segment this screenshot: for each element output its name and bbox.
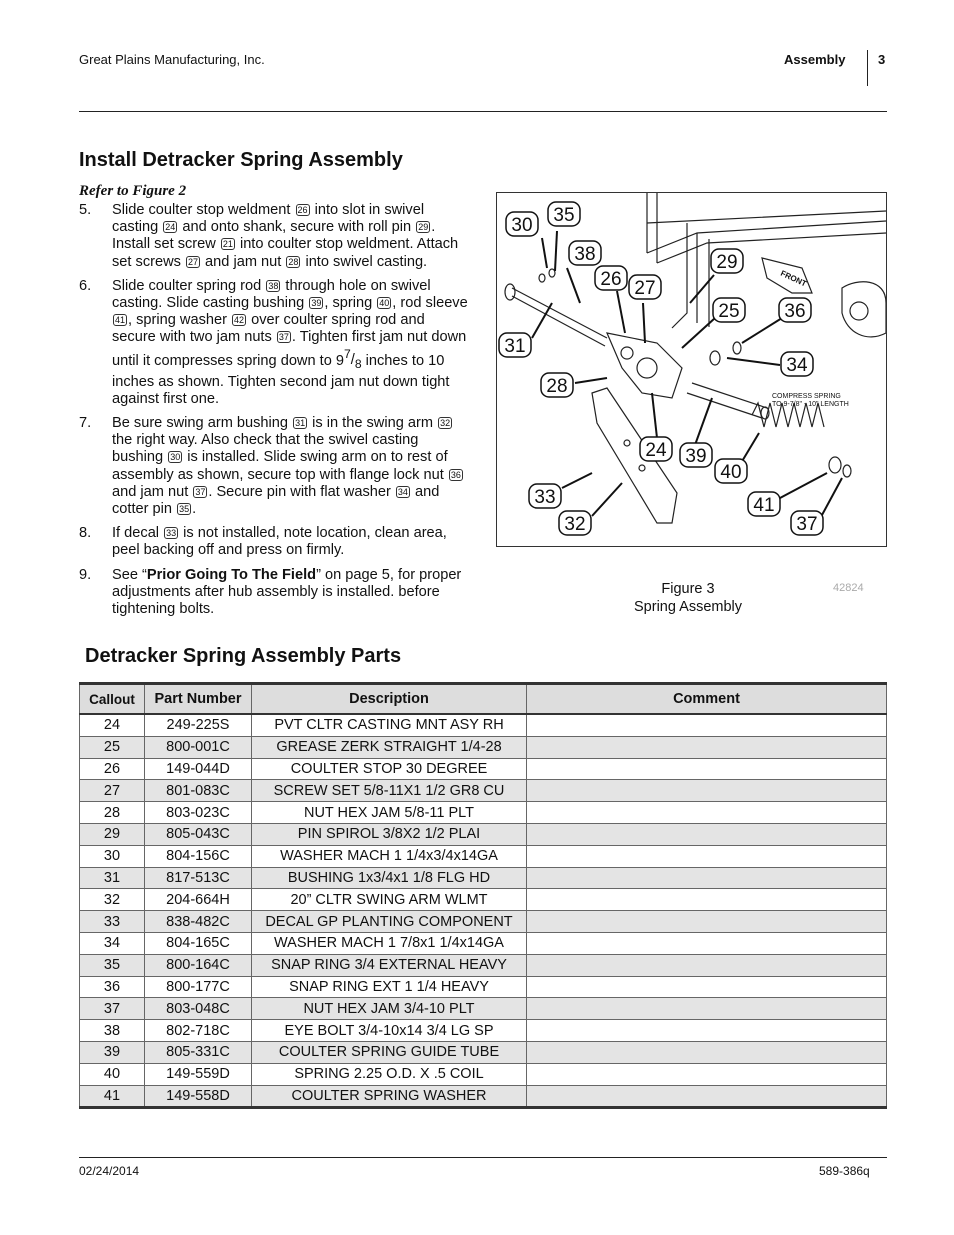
step-text-fragment: , spring washer <box>128 312 232 329</box>
cell-part-number: 204-664H <box>145 889 252 911</box>
step-number: 9. <box>79 566 92 583</box>
table-row <box>80 845 887 867</box>
callout-ref: 37 <box>195 486 206 497</box>
refer-figure: Refer to Figure 2 <box>79 183 187 199</box>
cell-callout: 27 <box>80 780 145 802</box>
cell-comment <box>527 911 887 933</box>
cell-callout: 36 <box>80 976 145 998</box>
cell-part-number: 804-165C <box>145 932 252 954</box>
cell-part-number: 803-048C <box>145 998 252 1020</box>
cell-part-number: 838-482C <box>145 911 252 933</box>
cell-description: SNAP RING EXT 1 1/4 HEAVY <box>252 976 527 998</box>
callout-ref: 36 <box>450 469 461 480</box>
cell-part-number: 801-083C <box>145 780 252 802</box>
cell-callout: 30 <box>80 845 145 867</box>
col-callout: Callout <box>80 684 145 715</box>
cell-description: SCREW SET 5/8-11X1 1/2 GR8 CU <box>252 780 527 802</box>
cell-comment <box>527 867 887 889</box>
cell-callout: 41 <box>80 1085 145 1108</box>
cell-description: PVT CLTR CASTING MNT ASY RH <box>252 714 527 736</box>
table-row <box>80 867 887 889</box>
fraction <box>344 347 362 372</box>
callout-ref: 42 <box>234 315 245 326</box>
cell-description: PIN SPIROL 3/8X2 1/2 PLAI <box>252 823 527 845</box>
install-step <box>79 525 471 559</box>
callout-ref: 30 <box>170 452 181 463</box>
cell-callout: 26 <box>80 758 145 780</box>
cell-part-number: 149-558D <box>145 1085 252 1108</box>
fraction-denominator: 8 <box>354 357 362 372</box>
cell-comment <box>527 1063 887 1085</box>
col-description: Description <box>252 684 527 715</box>
step-text-fragment: . <box>192 501 197 518</box>
callout-label: 28 <box>546 376 568 397</box>
cell-comment <box>527 1041 887 1063</box>
cell-part-number: 817-513C <box>145 867 252 889</box>
spring-assembly-drawing <box>497 193 886 546</box>
cell-callout: 32 <box>80 889 145 911</box>
cell-description: NUT HEX JAM 3/4-10 PLT <box>252 998 527 1020</box>
step-text-fragment: . Install set screw <box>112 219 436 253</box>
table-row <box>80 714 887 736</box>
compress-note-line-1: COMPRESS SPRING <box>772 393 841 400</box>
callout-label: 39 <box>685 446 707 467</box>
cell-description: COULTER SPRING WASHER <box>252 1085 527 1108</box>
callout-label: 33 <box>534 487 556 508</box>
cell-description: GREASE ZERK STRAIGHT 1/4-28 <box>252 736 527 758</box>
cell-comment <box>527 976 887 998</box>
cell-description: 20” CLTR SWING ARM WLMT <box>252 889 527 911</box>
cell-comment <box>527 780 887 802</box>
callout-label: 24 <box>645 440 667 461</box>
cell-description: WASHER MACH 1 7/8x1 1/4x14GA <box>252 932 527 954</box>
cell-callout: 34 <box>80 932 145 954</box>
cell-part-number: 800-177C <box>145 976 252 998</box>
step-text-fragment: into swivel casting. <box>301 253 428 270</box>
step-text-fragment: into coulter stop weldment. Attach set screws <box>112 236 459 270</box>
callout-label: 40 <box>720 462 742 483</box>
callout-ref: 37 <box>278 332 289 343</box>
cell-part-number: 802-718C <box>145 1020 252 1042</box>
figure-caption-title: Spring Assembly <box>634 599 742 615</box>
callout-ref: 38 <box>268 280 279 291</box>
callout-ref: 21 <box>222 239 233 250</box>
callout-label: 25 <box>718 301 740 322</box>
step-text-fragment: through hole on swivel casting. Slide casting bushing <box>112 277 431 312</box>
callout-label: 27 <box>634 278 656 299</box>
compress-note-line-2: TO 9-7/8" - 10" LENGTH <box>772 401 849 408</box>
cell-callout: 38 <box>80 1020 145 1042</box>
callout-ref: 34 <box>397 486 408 497</box>
table-row <box>80 1020 887 1042</box>
table-row <box>80 802 887 824</box>
parts-table <box>79 682 887 1109</box>
callout-label: 34 <box>786 355 808 376</box>
callout-ref: 39 <box>311 298 322 309</box>
table-row <box>80 932 887 954</box>
install-title: Install Detracker Spring Assembly <box>79 149 403 171</box>
callout-label: 31 <box>504 336 526 357</box>
footer-rule <box>79 1157 887 1158</box>
cell-part-number: 149-559D <box>145 1063 252 1085</box>
footer-date: 02/24/2014 <box>79 1164 140 1178</box>
step-text-fragment: is not installed, note location, clean area, peel backing off and press on firmly. <box>112 525 447 559</box>
step-text-fragment: over coulter spring rod and secure with two jam nuts <box>112 312 425 346</box>
table-row <box>80 736 887 758</box>
cell-description: COULTER STOP 30 DEGREE <box>252 758 527 780</box>
cell-callout: 39 <box>80 1041 145 1063</box>
cell-callout: 40 <box>80 1063 145 1085</box>
callout-ref: 29 <box>418 222 429 233</box>
step-text-fragment: Be sure swing arm bushing <box>112 415 293 431</box>
callout-label: 26 <box>600 269 622 290</box>
cell-description: COULTER SPRING GUIDE TUBE <box>252 1041 527 1063</box>
cell-callout: 31 <box>80 867 145 889</box>
cell-callout: 29 <box>80 823 145 845</box>
callout-ref: 35 <box>179 504 190 515</box>
step-text-fragment: . Tighten first jam nut down until it compresses spring down to 9 <box>112 329 467 369</box>
table-row <box>80 780 887 802</box>
step-text-fragment: and jam nut <box>201 253 286 270</box>
step-number: 7. <box>79 415 92 431</box>
callout-label: 29 <box>716 252 738 273</box>
col-part-number: Part Number <box>145 684 252 715</box>
cell-comment <box>527 845 887 867</box>
table-row <box>80 889 887 911</box>
cell-description: SNAP RING 3/4 EXTERNAL HEAVY <box>252 954 527 976</box>
callout-label: 30 <box>511 215 533 236</box>
cell-comment <box>527 889 887 911</box>
step-text-fragment: and jam nut <box>112 483 193 500</box>
cell-comment <box>527 1085 887 1108</box>
figure-id: 42824 <box>833 582 864 594</box>
step-text-fragment: , spring <box>324 295 377 312</box>
callout-ref: 27 <box>187 256 198 267</box>
step-text-fragment: Slide coulter spring rod <box>112 277 266 294</box>
table-row <box>80 823 887 845</box>
cell-part-number: 803-023C <box>145 802 252 824</box>
cell-comment <box>527 1020 887 1042</box>
section-title: Assembly <box>784 52 846 67</box>
cell-part-number: 249-225S <box>145 714 252 736</box>
table-row <box>80 1085 887 1108</box>
callout-ref: 40 <box>379 298 390 309</box>
table-row <box>80 998 887 1020</box>
install-step <box>79 202 471 271</box>
fraction-slash: / <box>350 352 355 369</box>
step-text-fragment: is installed. Slide swing arm on to rest of assembly as shown, secure top with flange lock nut <box>112 449 448 483</box>
table-row <box>80 1063 887 1085</box>
cell-description: NUT HEX JAM 5/8-11 PLT <box>252 802 527 824</box>
install-step <box>79 415 471 518</box>
step-text-fragment: If decal <box>112 525 164 542</box>
cell-callout: 24 <box>80 714 145 736</box>
step-number: 8. <box>79 525 92 542</box>
callout-ref: 24 <box>165 222 176 233</box>
cell-comment <box>527 932 887 954</box>
cell-description: SPRING 2.25 O.D. X .5 COIL <box>252 1063 527 1085</box>
step-text <box>112 415 471 518</box>
step-text-fragment: See “ <box>112 566 147 583</box>
table-row <box>80 758 887 780</box>
figure-caption-number: Figure 3 <box>661 581 715 597</box>
step-text-fragment: the right way. Also check that the swivel casting bushing <box>112 432 419 466</box>
callout-label: 35 <box>553 205 575 226</box>
header-rule <box>79 111 887 112</box>
step-number: 5. <box>79 202 92 218</box>
callout-label: 32 <box>564 514 586 535</box>
callout-ref: 31 <box>295 418 306 428</box>
cell-comment <box>527 823 887 845</box>
step-emphasis: Prior Going To The Field <box>146 566 317 583</box>
cell-callout: 25 <box>80 736 145 758</box>
callout-label: 36 <box>784 301 806 322</box>
figure-caption <box>596 580 780 616</box>
cell-description: BUSHING 1x3/4x1 1/8 FLG HD <box>252 867 527 889</box>
table-row <box>80 954 887 976</box>
step-text-fragment: , rod sleeve <box>392 295 468 312</box>
spring-assembly-figure <box>496 192 887 547</box>
step-text-fragment: is in the swing arm <box>308 415 438 431</box>
cell-comment <box>527 714 887 736</box>
cell-part-number: 805-043C <box>145 823 252 845</box>
step-text-fragment: ” on page 5, for proper adjustments after hub assembly is installed. before tightening bolts. <box>112 566 462 618</box>
footer-doc-number: 589-386q <box>819 1164 870 1178</box>
step-text-fragment: inches to 10 inches as shown. Tighten second jam nut down tight against first one. <box>112 352 450 407</box>
step-text-fragment: into slot in swivel casting <box>112 202 425 236</box>
install-step <box>79 567 471 619</box>
cell-callout: 33 <box>80 911 145 933</box>
step-text-fragment: and cotter pin <box>112 483 440 518</box>
table-row <box>80 976 887 998</box>
cell-part-number: 804-156C <box>145 845 252 867</box>
cell-part-number: 149-044D <box>145 758 252 780</box>
cell-part-number: 800-001C <box>145 736 252 758</box>
cell-callout: 37 <box>80 998 145 1020</box>
step-text <box>112 202 471 271</box>
cell-callout: 35 <box>80 954 145 976</box>
page-number: 3 <box>878 52 886 67</box>
header-divider <box>867 50 868 86</box>
cell-part-number: 805-331C <box>145 1041 252 1063</box>
step-text-fragment: . Secure pin with flat washer <box>208 483 395 500</box>
install-steps <box>79 202 471 625</box>
step-text <box>112 525 471 559</box>
callout-label: 37 <box>796 514 818 535</box>
cell-description: EYE BOLT 3/4-10x14 3/4 LG SP <box>252 1020 527 1042</box>
cell-callout: 28 <box>80 802 145 824</box>
cell-description: WASHER MACH 1 1/4x3/4x14GA <box>252 845 527 867</box>
callout-label: 41 <box>753 495 775 516</box>
table-row <box>80 911 887 933</box>
table-row <box>80 1041 887 1063</box>
cell-comment <box>527 998 887 1020</box>
install-step <box>79 278 471 408</box>
step-text <box>112 278 471 408</box>
fraction-numerator: 7 <box>344 347 351 362</box>
front-label: FRONT <box>779 268 808 289</box>
col-comment: Comment <box>527 684 887 715</box>
step-number: 6. <box>79 277 92 294</box>
callout-ref: 26 <box>297 205 308 215</box>
cell-part-number: 800-164C <box>145 954 252 976</box>
callout-ref: 32 <box>440 418 451 428</box>
callout-ref: 28 <box>288 256 299 267</box>
callout-label: 38 <box>574 244 596 265</box>
callout-ref: 41 <box>115 315 126 326</box>
parts-title: Detracker Spring Assembly Parts <box>85 645 402 667</box>
step-text <box>112 567 471 619</box>
cell-comment <box>527 802 887 824</box>
company-name: Great Plains Manufacturing, Inc. <box>79 52 265 67</box>
callout-ref: 33 <box>166 528 177 539</box>
cell-comment <box>527 758 887 780</box>
cell-comment <box>527 954 887 976</box>
cell-description: DECAL GP PLANTING COMPONENT <box>252 911 527 933</box>
step-text-fragment: Slide coulter stop weldment <box>112 202 295 218</box>
step-text-fragment: and onto shank, secure with roll pin <box>178 219 416 236</box>
cell-comment <box>527 736 887 758</box>
